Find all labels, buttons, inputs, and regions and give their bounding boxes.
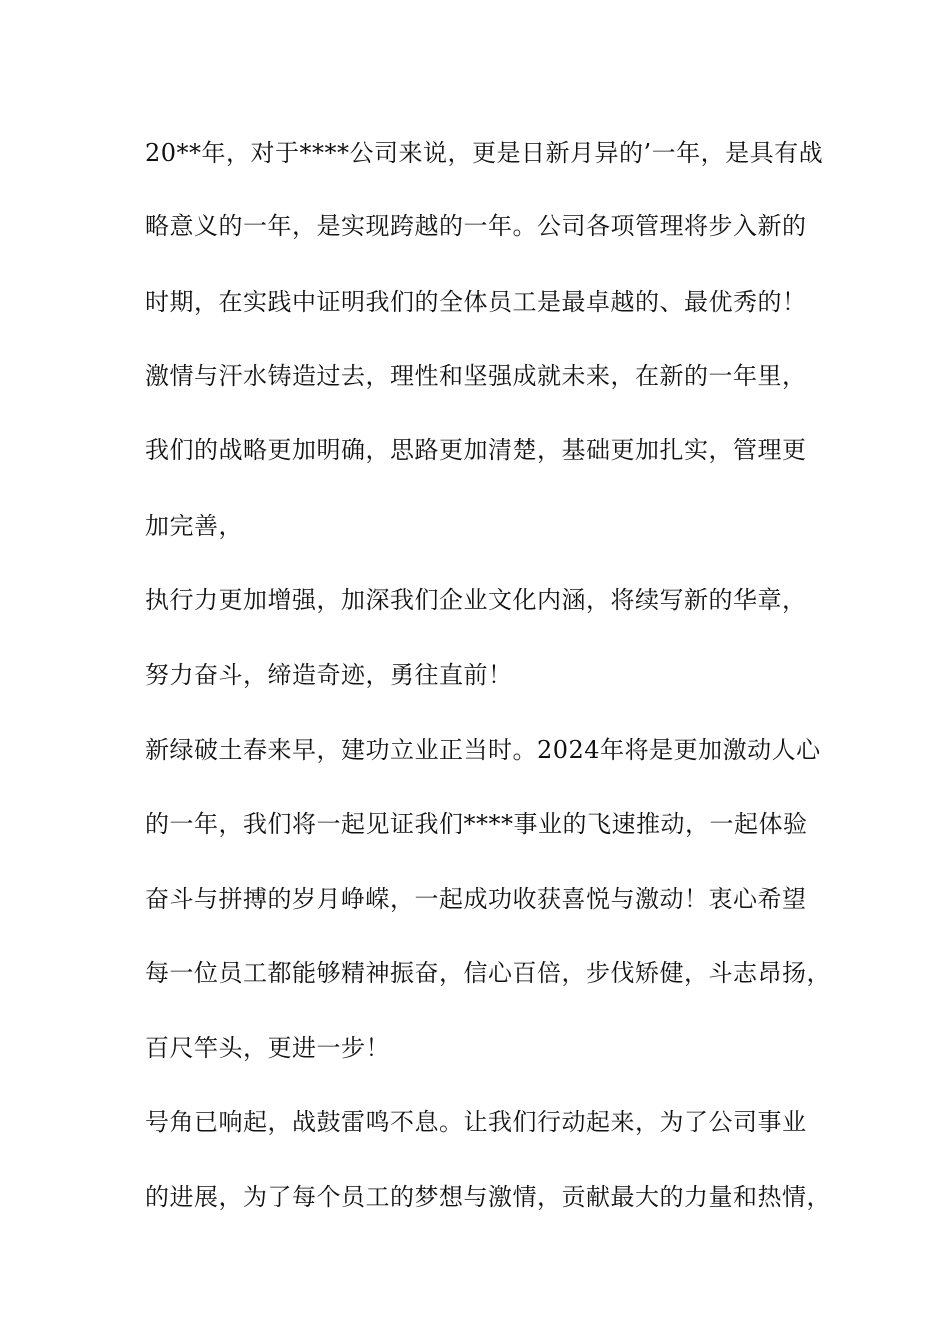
text-line: 的一年，我们将一起见证我们****事业的飞速推动，一起体验 (145, 810, 808, 838)
text-line: 时期，在实践中证明我们的全体员工是最卓越的、最优秀的！ (145, 288, 807, 316)
text-line: 新绿破土春来早，建功立业正当时。2024年将是更加激动人心 (145, 736, 821, 764)
text-line: 的进展，为了每个员工的梦想与激情，贡献最大的力量和热情， (145, 1183, 831, 1211)
text-line: 每一位员工都能够精神振奋，信心百倍，步伐矫健，斗志昂扬， (145, 959, 831, 987)
text-line: 我们的战略更加明确，思路更加清楚，基础更加扎实，管理更 (145, 436, 807, 464)
text-line: 略意义的一年，是实现跨越的一年。公司各项管理将步入新的 (145, 212, 807, 240)
text-line: 激情与汗水铸造过去，理性和坚强成就未来，在新的一年里， (145, 362, 807, 390)
text-line: 20**年，对于****公司来说，更是日新月异的’一年，是具有战 (145, 139, 824, 167)
text-line: 加完善， (145, 512, 243, 540)
text-line: 号角已响起，战鼓雷鸣不息。让我们行动起来，为了公司事业 (145, 1108, 807, 1136)
text-line: 百尺竿头，更进一步！ (145, 1034, 390, 1062)
text-line: 奋斗与拼搏的岁月峥嵘，一起成功收获喜悦与激动！衷心希望 (145, 885, 807, 913)
text-line: 努力奋斗，缔造奇迹，勇往直前！ (145, 661, 513, 689)
text-line: 执行力更加增强，加深我们企业文化内涵，将续写新的华章， (145, 586, 807, 614)
